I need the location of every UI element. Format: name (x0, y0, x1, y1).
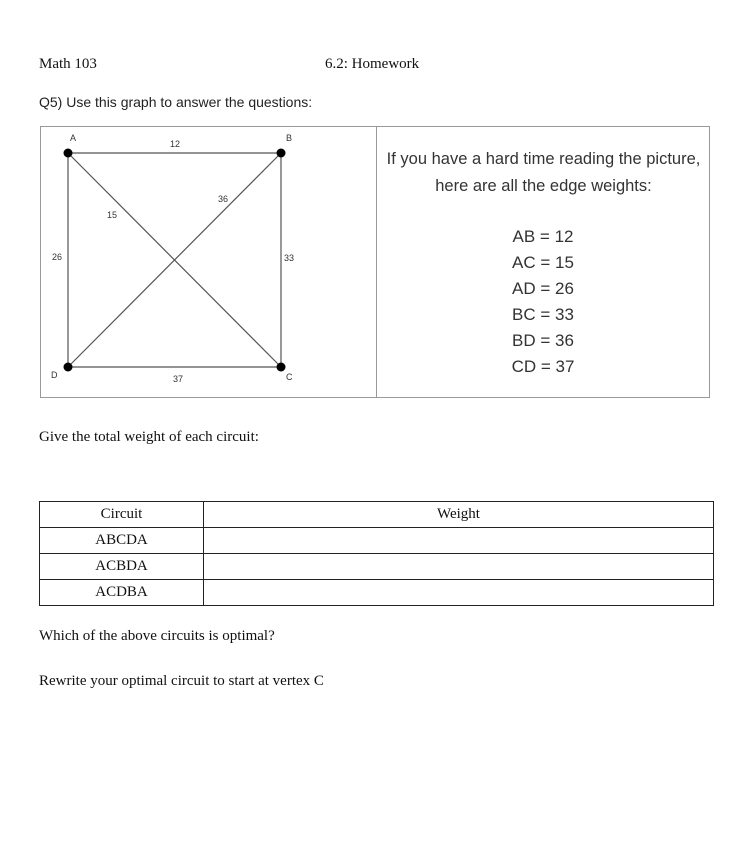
vertex-label-a: A (70, 133, 77, 143)
vertex-b (277, 149, 286, 158)
picture-note (377, 146, 710, 200)
weight-item: AB = 12 (512, 227, 574, 246)
weight-cell[interactable] (204, 528, 714, 554)
table-header-row (40, 502, 714, 528)
assignment-title: 6.2: Homework (325, 56, 420, 72)
weight-item: BC = 33 (512, 305, 574, 324)
vertex-label-b: B (286, 133, 293, 143)
table-row (40, 554, 714, 580)
circuit-cell: ACDBA (40, 580, 204, 606)
weight-cell[interactable] (204, 580, 714, 606)
course-title: Math 103 (39, 56, 97, 72)
weight-item: AC = 15 (512, 253, 574, 272)
table-row (40, 580, 714, 606)
edge-label-ad: 26 (52, 252, 63, 262)
instruction-text: Give the total weight of each circuit: (39, 429, 259, 445)
weighted-graph (41, 127, 375, 397)
vertex-label-d: D (51, 370, 58, 380)
edge-label-cd: 37 (173, 374, 184, 384)
edge-label-ab: 12 (170, 139, 181, 149)
edge-label-bd: 36 (218, 194, 229, 204)
vertex-d (64, 363, 73, 372)
circuit-cell: ACBDA (40, 554, 204, 580)
vertex-a (64, 149, 73, 158)
weight-cell[interactable] (204, 554, 714, 580)
weight-item: AD = 26 (512, 279, 574, 298)
note-line-1: If you have a hard time reading the picture, (386, 150, 701, 168)
weight-item: BD = 36 (512, 331, 574, 350)
rewrite-question: Rewrite your optimal circuit to start at vertex C (39, 673, 324, 689)
optimal-question: Which of the above circuits is optimal? (39, 628, 275, 644)
header-weight: Weight (204, 502, 714, 528)
question-prompt: Q5) Use this graph to answer the questions: (39, 94, 313, 110)
edge-label-bc: 33 (284, 253, 295, 263)
table-row (40, 528, 714, 554)
edge-weights-list (460, 224, 626, 380)
header-circuit: Circuit (40, 502, 204, 528)
edge-label-ac: 15 (107, 210, 118, 220)
note-line-2: here are all the edge weights: (435, 177, 652, 195)
circuit-weight-table (39, 501, 714, 606)
weight-item: CD = 37 (511, 357, 575, 376)
circuit-cell: ABCDA (40, 528, 204, 554)
vertex-c (277, 363, 286, 372)
vertex-label-c: C (286, 372, 293, 382)
